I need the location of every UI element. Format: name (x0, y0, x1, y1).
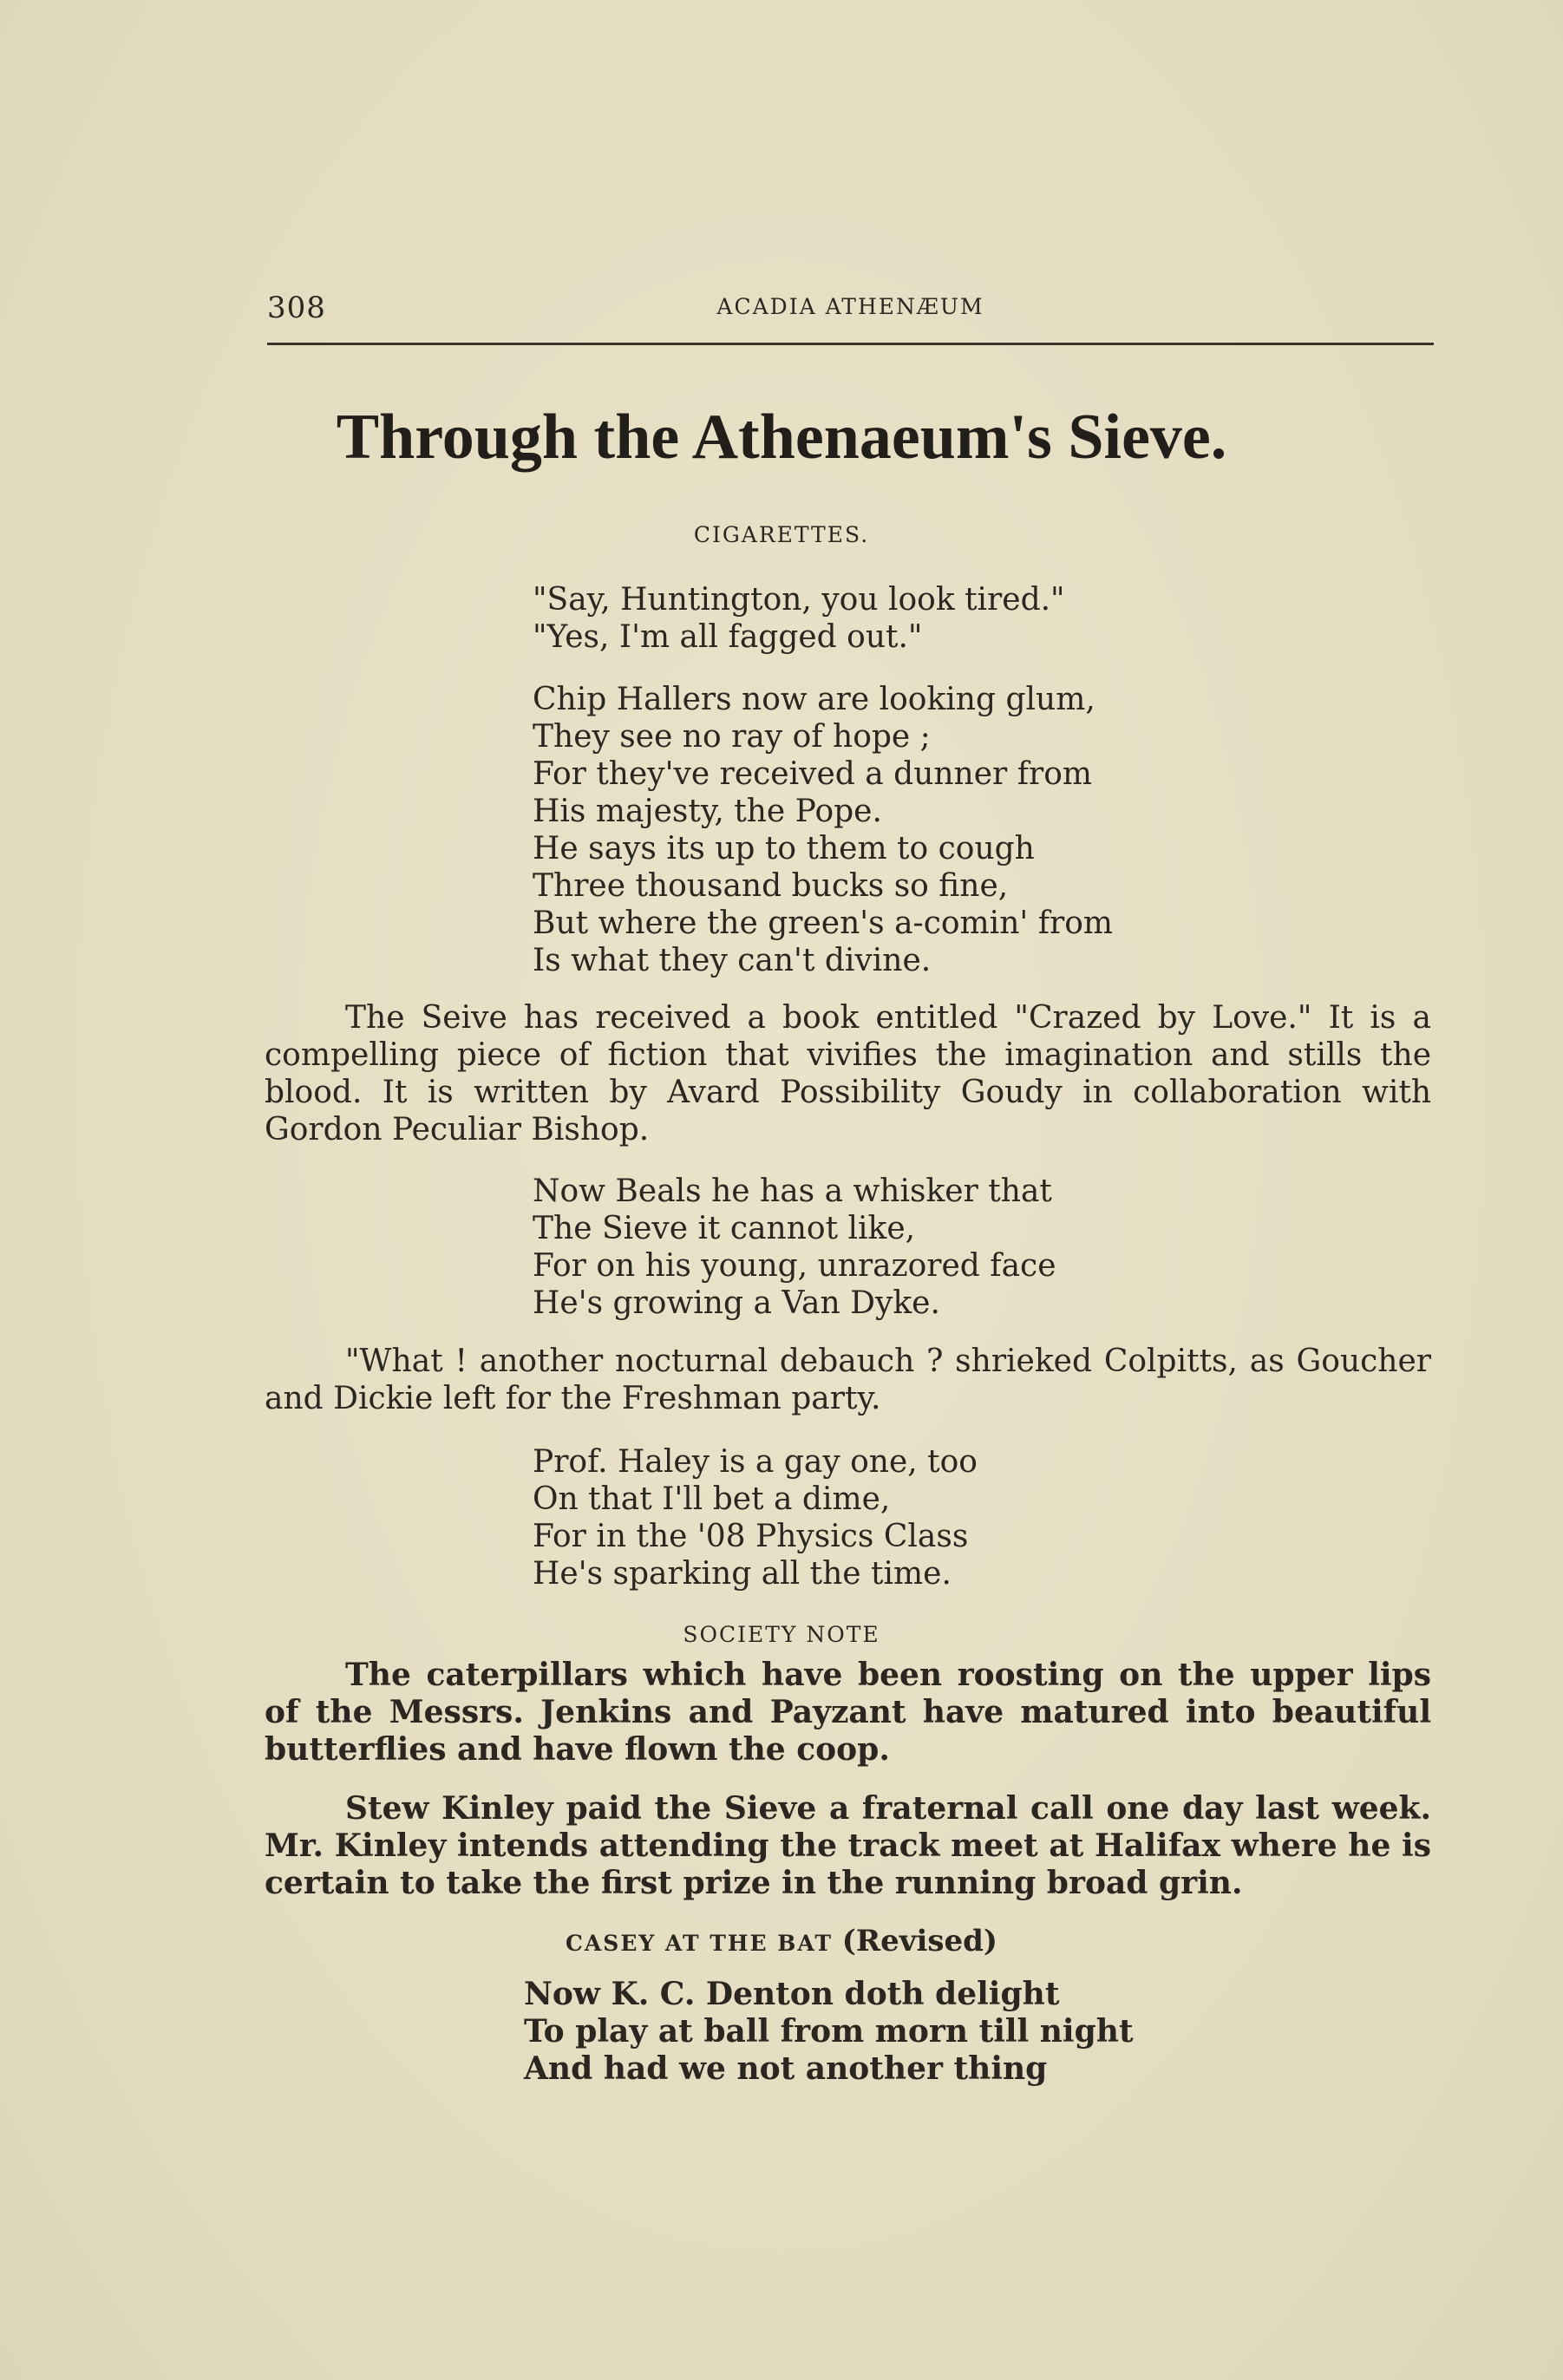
poem-line: Now Beals he has a whisker that (533, 1174, 1052, 1209)
dialogue-line: "Yes, I'm all fagged out." (533, 619, 923, 655)
poem-line: He's sparking all the time. (533, 1556, 952, 1592)
page-number: 308 (267, 291, 326, 325)
journal-name: ACADIA ATHENÆUM (716, 294, 984, 319)
poem-line: They see no ray of hope ; (533, 719, 931, 755)
poem-line: And had we not another thing (524, 2050, 1048, 2087)
poem-line: Prof. Haley is a gay one, too (533, 1444, 978, 1480)
section-heading-cigarettes: CIGARETTES. (693, 522, 870, 547)
paragraph-crazed-by-love: The Seive has received a book entitled "Crazed by Love." It is a compelling piece of fiction that vivifies the imagination and stills the blood. It is written by Avard Possibility Goudy in collaboration with Gordon Peculiar Bishop. (265, 1000, 1431, 1148)
poem-line: The Sieve it cannot like, (533, 1211, 916, 1246)
running-head (267, 291, 1434, 345)
poem-line: Now K. C. Denton doth delight (524, 1976, 1060, 2012)
article-title: Through the Athenaeum's Sieve. (336, 402, 1227, 473)
poem-prof-haley (533, 1443, 978, 1592)
poem-beals (533, 1173, 1056, 1322)
poem-chip-hallers (533, 681, 1113, 979)
poem-line: But where the green's a-comin' from (533, 906, 1114, 941)
paragraph-caterpillars: The caterpillars which have been roosting on the upper lips of the Messrs. Jenkins and Payzant have matured into beautiful butterflies and have flown the coop. (265, 1657, 1431, 1768)
poem-line: To play at ball from morn till night (524, 2013, 1134, 2050)
poem-casey (524, 1976, 1134, 2088)
dialogue-line: "Say, Huntington, you look tired." (533, 582, 1065, 618)
poem-line: He says its up to them to cough (533, 831, 1035, 866)
poem-line: On that I'll bet a dime, (533, 1481, 891, 1517)
dialogue-block (533, 581, 1065, 656)
poem-line: His majesty, the Pope. (533, 794, 882, 829)
poem-line: For on his young, unrazored face (533, 1248, 1056, 1284)
section-heading-casey (0, 1924, 1563, 1958)
poem-line: Is what they can't divine. (533, 943, 932, 978)
casey-heading-suffix: (Revised) (841, 1924, 998, 1958)
paragraph-colpitts: "What ! another nocturnal debauch ? shrieked Colpitts, as Goucher and Dickie left for the Freshman party. (265, 1344, 1431, 1416)
casey-heading-text: CASEY AT THE BAT (565, 1931, 834, 1956)
poem-line: For they've received a dunner from (533, 756, 1093, 792)
paragraph-stew-kinley: Stew Kinley paid the Sieve a fraternal call one day last week. Mr. Kinley intends attending the track meet at Halifax where he is certain to take the first prize in the running broad grin. (265, 1790, 1431, 1901)
poem-line: Three thousand bucks so fine, (533, 868, 1009, 904)
poem-line: For in the '08 Physics Class (533, 1519, 969, 1554)
poem-line: Chip Hallers now are looking glum, (533, 682, 1095, 717)
section-heading-society: SOCIETY NOTE (683, 1622, 880, 1647)
poem-line: He's growing a Van Dyke. (533, 1285, 940, 1321)
